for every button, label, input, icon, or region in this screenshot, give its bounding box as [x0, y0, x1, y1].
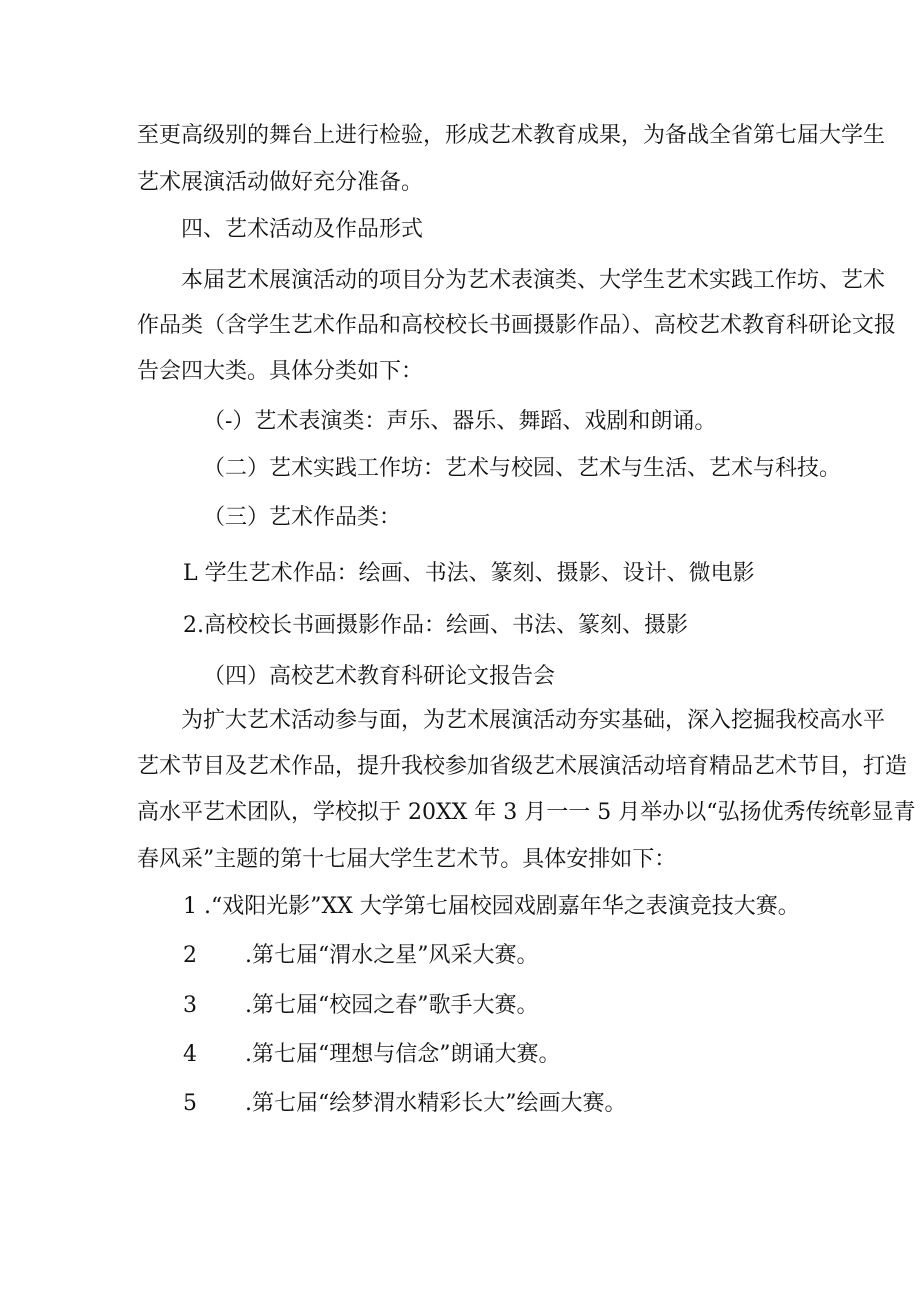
category-item: （二）艺术实践工作坊：艺术与校园、艺术与生活、艺术与科技。 [203, 456, 842, 481]
event-text: .第七届“渭水之星”风采大赛。 [245, 943, 539, 968]
category-item: （四）高校艺术教育科研论文报告会 [203, 664, 556, 689]
paragraph-line: 至更高级别的舞台上进行检验，形成艺术教育成果，为备战全省第七届大学生 [137, 123, 886, 148]
event-item [183, 944, 539, 968]
paragraph-line: 为扩大艺术活动参与面，为艺术展演活动夯实基础，深入挖掘我校高水平 [181, 708, 886, 733]
paragraph-line: 艺术展演活动做好充分准备。 [137, 170, 424, 195]
event-item: 1 .“戏阳光影”XX 大学第七届校园戏剧嘉年华之表演竞技大赛。 [183, 894, 800, 919]
event-number: 3 [183, 993, 197, 1018]
subcategory-item: L 学生艺术作品：绘画、书法、篆刻、摄影、设计、微电影 [183, 561, 755, 586]
paragraph-line: 艺术节目及艺术作品，提升我校参加省级艺术展演活动培育精品艺术节目，打造 [137, 754, 908, 779]
event-item [183, 1092, 627, 1116]
paragraph-line: 告会四大类。具体分类如下： [137, 359, 424, 384]
paragraph-line: 作品类（含学生艺术作品和高校校长书画摄影作品）、高校艺术教育科研论文报 [137, 313, 897, 338]
event-text: .第七届“校园之春”歌手大赛。 [245, 993, 539, 1018]
event-text: .第七届“理想与信念”朗诵大赛。 [245, 1042, 561, 1067]
paragraph-line: 春风采”主题的第十七届大学生艺术节。具体安排如下： [137, 847, 677, 872]
paragraph-line: 本届艺术展演活动的项目分为艺术表演类、大学生艺术实践工作坊、艺术 [181, 268, 886, 293]
event-number: 5 [183, 1091, 197, 1116]
event-number: 2 [183, 943, 197, 968]
subcategory-item: 2.高校校长书画摄影作品：绘画、书法、篆刻、摄影 [183, 613, 688, 638]
event-text: .第七届“绘梦渭水精彩长大”绘画大赛。 [245, 1091, 627, 1116]
event-number: 4 [183, 1042, 197, 1067]
section-heading: 四、艺术活动及作品形式 [181, 217, 424, 242]
event-item [183, 994, 539, 1018]
category-item: （三）艺术作品类： [203, 505, 402, 530]
event-item [183, 1043, 561, 1067]
category-item: （-）艺术表演类：声乐、器乐、舞蹈、戏剧和朗诵。 [203, 409, 717, 434]
paragraph-line: 高水平艺术团队，学校拟于 20XX 年 3 月一一 5 月举办以“弘扬优秀传统彰显青 [137, 800, 916, 825]
